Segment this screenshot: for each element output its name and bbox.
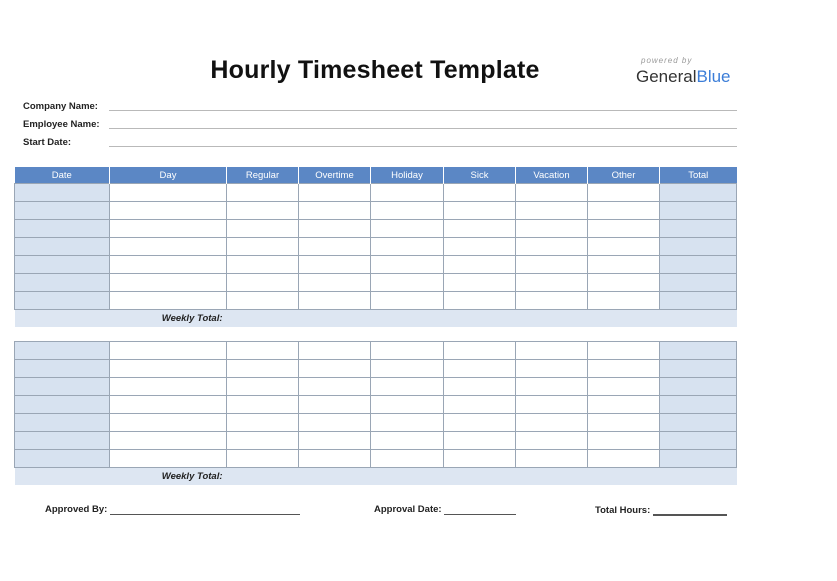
cell-holiday[interactable] (371, 414, 444, 432)
cell-date[interactable] (15, 396, 110, 414)
cell-holiday[interactable] (371, 184, 444, 202)
table-row (15, 342, 737, 360)
cell-overtime[interactable] (299, 202, 371, 220)
table-row (15, 220, 737, 238)
table-row (15, 450, 737, 468)
employee-name-label: Employee Name: (23, 119, 100, 130)
company-name-label: Company Name: (23, 101, 98, 112)
table-row (15, 396, 737, 414)
cell-regular[interactable] (227, 202, 299, 220)
cell-other[interactable] (588, 432, 660, 450)
cell-regular[interactable] (227, 414, 299, 432)
cell-day[interactable] (110, 360, 227, 378)
column-header-overtime: Overtime (299, 167, 371, 184)
column-header-date: Date (15, 167, 110, 184)
cell-holiday[interactable] (371, 292, 444, 310)
cell-other[interactable] (588, 396, 660, 414)
cell-total[interactable] (660, 432, 737, 450)
cell-vacation[interactable] (516, 274, 588, 292)
cell-day[interactable] (110, 342, 227, 360)
cell-other[interactable] (588, 450, 660, 468)
cell-vacation[interactable] (516, 220, 588, 238)
timesheet-table-week-1 (14, 167, 737, 327)
cell-holiday[interactable] (371, 360, 444, 378)
cell-vacation[interactable] (516, 414, 588, 432)
cell-sick[interactable] (444, 274, 516, 292)
cell-other[interactable] (588, 274, 660, 292)
brand-name (636, 67, 736, 87)
cell-date[interactable] (15, 414, 110, 432)
cell-other[interactable] (588, 342, 660, 360)
column-header-other: Other (588, 167, 660, 184)
cell-overtime[interactable] (299, 238, 371, 256)
cell-sick[interactable] (444, 202, 516, 220)
cell-total[interactable] (660, 274, 737, 292)
cell-date[interactable] (15, 360, 110, 378)
cell-vacation[interactable] (516, 360, 588, 378)
approval-date-label: Approval Date: (374, 504, 442, 515)
total-hours-field[interactable] (653, 500, 727, 516)
cell-regular[interactable] (227, 342, 299, 360)
timesheet-table-week-2 (14, 341, 737, 485)
cell-date[interactable] (15, 238, 110, 256)
start-date-field[interactable] (109, 146, 737, 147)
cell-day[interactable] (110, 450, 227, 468)
cell-vacation[interactable] (516, 202, 588, 220)
table-row (15, 202, 737, 220)
cell-vacation[interactable] (516, 184, 588, 202)
cell-date[interactable] (15, 432, 110, 450)
cell-other[interactable] (588, 414, 660, 432)
cell-regular[interactable] (227, 378, 299, 396)
cell-vacation[interactable] (516, 256, 588, 274)
cell-sick[interactable] (444, 342, 516, 360)
cell-date[interactable] (15, 378, 110, 396)
cell-total[interactable] (660, 184, 737, 202)
cell-date[interactable] (15, 184, 110, 202)
weekly-total-row (15, 468, 737, 486)
cell-day[interactable] (110, 184, 227, 202)
brand-name-general: General (636, 67, 697, 86)
page-title: Hourly Timesheet Template (210, 56, 540, 84)
cell-sick[interactable] (444, 432, 516, 450)
cell-other[interactable] (588, 256, 660, 274)
cell-total[interactable] (660, 342, 737, 360)
weekly-total-value[interactable] (227, 468, 737, 486)
cell-date[interactable] (15, 202, 110, 220)
cell-overtime[interactable] (299, 396, 371, 414)
cell-vacation[interactable] (516, 432, 588, 450)
cell-holiday[interactable] (371, 342, 444, 360)
cell-other[interactable] (588, 184, 660, 202)
cell-day[interactable] (110, 414, 227, 432)
cell-day[interactable] (110, 432, 227, 450)
table-row (15, 238, 737, 256)
cell-sick[interactable] (444, 184, 516, 202)
cell-day[interactable] (110, 378, 227, 396)
cell-date[interactable] (15, 450, 110, 468)
cell-other[interactable] (588, 378, 660, 396)
cell-overtime[interactable] (299, 414, 371, 432)
column-header-vacation: Vacation (516, 167, 588, 184)
cell-regular[interactable] (227, 220, 299, 238)
cell-date[interactable] (15, 256, 110, 274)
column-header-holiday: Holiday (371, 167, 444, 184)
cell-overtime[interactable] (299, 432, 371, 450)
cell-other[interactable] (588, 238, 660, 256)
table-row (15, 432, 737, 450)
cell-regular[interactable] (227, 396, 299, 414)
cell-vacation[interactable] (516, 238, 588, 256)
cell-vacation[interactable] (516, 378, 588, 396)
cell-sick[interactable] (444, 238, 516, 256)
column-header-total: Total (660, 167, 737, 184)
cell-day[interactable] (110, 396, 227, 414)
cell-date[interactable] (15, 220, 110, 238)
table-row (15, 274, 737, 292)
employee-name-field[interactable] (109, 128, 737, 129)
company-name-field[interactable] (109, 110, 737, 111)
cell-holiday[interactable] (371, 432, 444, 450)
cell-sick[interactable] (444, 378, 516, 396)
cell-holiday[interactable] (371, 378, 444, 396)
cell-date[interactable] (15, 292, 110, 310)
cell-total[interactable] (660, 202, 737, 220)
cell-holiday[interactable] (371, 238, 444, 256)
cell-holiday[interactable] (371, 396, 444, 414)
approval-date-row (374, 500, 516, 515)
cell-overtime[interactable] (299, 184, 371, 202)
approval-date-field[interactable] (444, 500, 516, 515)
cell-regular[interactable] (227, 274, 299, 292)
cell-other[interactable] (588, 202, 660, 220)
start-date-row (23, 137, 71, 151)
total-hours-row (595, 500, 727, 516)
cell-other[interactable] (588, 292, 660, 310)
cell-overtime[interactable] (299, 292, 371, 310)
cell-sick[interactable] (444, 414, 516, 432)
cell-total[interactable] (660, 256, 737, 274)
cell-overtime[interactable] (299, 220, 371, 238)
column-header-day: Day (110, 167, 227, 184)
cell-vacation[interactable] (516, 450, 588, 468)
cell-day[interactable] (110, 238, 227, 256)
table-row (15, 378, 737, 396)
cell-holiday[interactable] (371, 450, 444, 468)
cell-total[interactable] (660, 292, 737, 310)
cell-holiday[interactable] (371, 220, 444, 238)
brand-name-blue: Blue (696, 67, 731, 86)
cell-regular[interactable] (227, 256, 299, 274)
cell-sick[interactable] (444, 292, 516, 310)
table-header-row (15, 167, 737, 184)
cell-day[interactable] (110, 274, 227, 292)
cell-sick[interactable] (444, 256, 516, 274)
cell-overtime[interactable] (299, 450, 371, 468)
table-row (15, 360, 737, 378)
cell-overtime[interactable] (299, 378, 371, 396)
cell-regular[interactable] (227, 450, 299, 468)
cell-total[interactable] (660, 220, 737, 238)
cell-holiday[interactable] (371, 256, 444, 274)
cell-day[interactable] (110, 202, 227, 220)
cell-vacation[interactable] (516, 396, 588, 414)
weekly-total-label: Weekly Total: (15, 310, 227, 328)
weekly-total-label: Weekly Total: (15, 468, 227, 486)
cell-date[interactable] (15, 342, 110, 360)
cell-other[interactable] (588, 220, 660, 238)
weekly-total-row (15, 310, 737, 328)
cell-regular[interactable] (227, 238, 299, 256)
table-row (15, 256, 737, 274)
table-row (15, 414, 737, 432)
cell-date[interactable] (15, 274, 110, 292)
total-hours-label: Total Hours: (595, 505, 651, 516)
cell-overtime[interactable] (299, 342, 371, 360)
week-2-rows (15, 342, 737, 468)
cell-total[interactable] (660, 396, 737, 414)
cell-total[interactable] (660, 360, 737, 378)
cell-other[interactable] (588, 360, 660, 378)
column-header-regular: Regular (227, 167, 299, 184)
cell-overtime[interactable] (299, 256, 371, 274)
company-name-row (23, 101, 98, 115)
cell-sick[interactable] (444, 450, 516, 468)
cell-sick[interactable] (444, 396, 516, 414)
table-row (15, 184, 737, 202)
cell-sick[interactable] (444, 220, 516, 238)
start-date-label: Start Date: (23, 137, 72, 148)
cell-day[interactable] (110, 220, 227, 238)
brand-powered-text: powered by (641, 56, 693, 65)
cell-total[interactable] (660, 414, 737, 432)
approved-by-row (45, 500, 300, 515)
cell-total[interactable] (660, 378, 737, 396)
column-header-sick: Sick (444, 167, 516, 184)
cell-holiday[interactable] (371, 274, 444, 292)
weekly-total-value[interactable] (227, 310, 737, 328)
cell-day[interactable] (110, 292, 227, 310)
employee-name-row (23, 119, 100, 133)
cell-holiday[interactable] (371, 202, 444, 220)
cell-total[interactable] (660, 238, 737, 256)
cell-regular[interactable] (227, 432, 299, 450)
cell-total[interactable] (660, 450, 737, 468)
cell-day[interactable] (110, 256, 227, 274)
approved-by-field[interactable] (110, 500, 300, 515)
cell-overtime[interactable] (299, 360, 371, 378)
week-1-rows (15, 184, 737, 310)
cell-vacation[interactable] (516, 292, 588, 310)
cell-regular[interactable] (227, 184, 299, 202)
cell-overtime[interactable] (299, 274, 371, 292)
approved-by-label: Approved By: (45, 504, 108, 515)
table-row (15, 292, 737, 310)
brand-logo (636, 56, 736, 87)
cell-vacation[interactable] (516, 342, 588, 360)
cell-sick[interactable] (444, 360, 516, 378)
cell-regular[interactable] (227, 360, 299, 378)
cell-regular[interactable] (227, 292, 299, 310)
